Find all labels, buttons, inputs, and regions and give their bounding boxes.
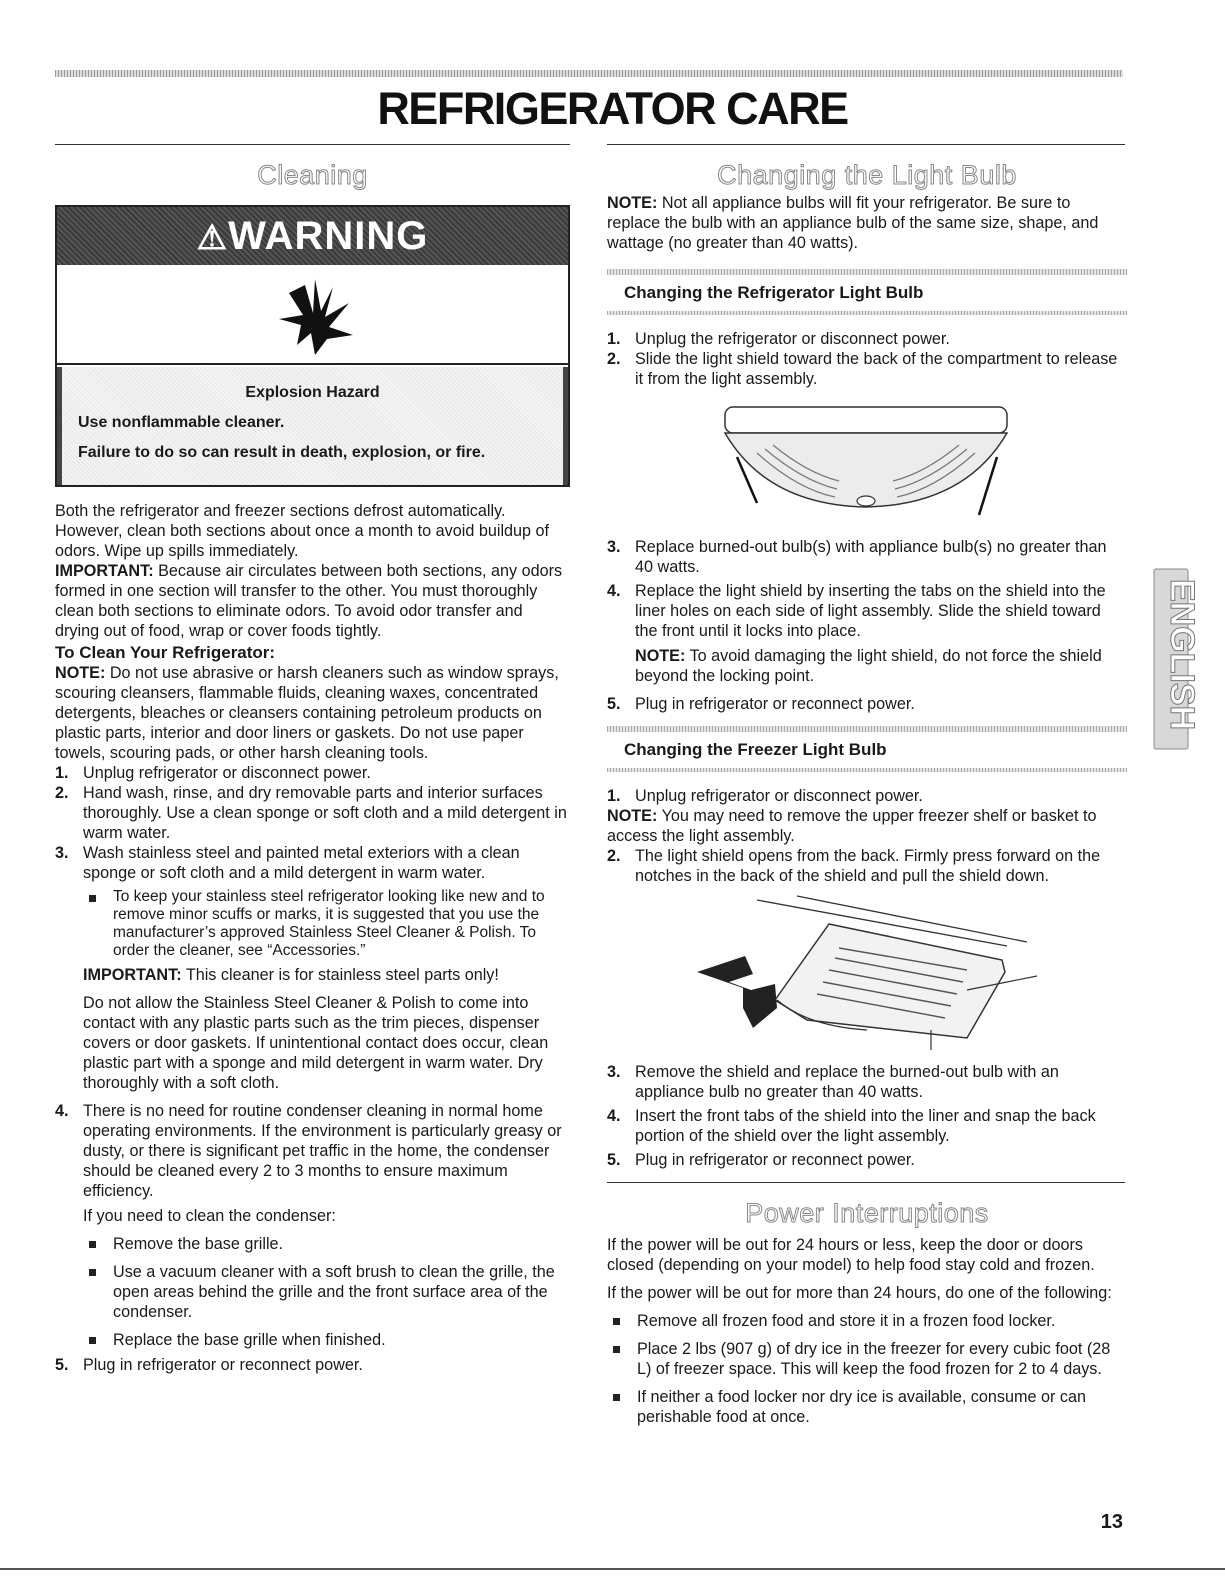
english-tab-label: ENGLISH — [1163, 579, 1201, 731]
condenser-bullets — [55, 1234, 570, 1350]
warning-icon-area — [57, 265, 568, 365]
section-rule — [55, 144, 570, 145]
stainless-warning: Do not allow the Stainless Steel Cleaner & Polish to come into contact with any plastic parts such as the trim pieces, dispenser covers or door gaskets. If unintentional contact does occur, clean plastic part with a sponge and mild detergent in warm water. Dry thoroughly with a soft cloth. — [83, 994, 549, 1092]
english-side-tab — [1150, 567, 1201, 757]
warning-triangle-icon: ⚠ — [196, 219, 229, 257]
warning-header — [57, 207, 568, 265]
subsection-bar — [607, 768, 1127, 772]
list-item: 1. Unplug refrigerator or disconnect power. — [607, 787, 923, 805]
list-item: 2. The light shield opens from the back. Firmly press forward on the notches in the back of the shield and pull the shield down. — [607, 847, 1101, 885]
list-item: Remove all frozen food and store it in a frozen food locker. — [607, 1311, 1127, 1331]
explosion-icon — [57, 265, 568, 365]
list-item: 5. Plug in refrigerator or reconnect power. — [607, 1151, 915, 1169]
list-item: 4. Replace the light shield by inserting the tabs on the shield into the liner holes on each side of light assembly. Slide the shield toward the front until it locks into place. — [607, 582, 1106, 640]
page-number: 13 — [1100, 1511, 1123, 1533]
bottom-rule — [0, 1568, 1225, 1570]
section-rule — [607, 144, 1125, 145]
list-item: 5. Plug in refrigerator or reconnect power. — [607, 695, 915, 713]
list-item: Replace the base grille when finished. — [83, 1330, 570, 1350]
list-item: Use a vacuum cleaner with a soft brush to clean the grille, the open areas behind the grille and the front surface area of the condenser. — [83, 1262, 570, 1322]
warning-box — [55, 205, 570, 487]
list-item: 4. There is no need for routine condenser cleaning in normal home operating environments. If the environment is particularly greasy or dusty, or there is significant pet traffic in the home, the condenser should be cleaned every 2 to 3 months to ensure maximum efficiency. — [55, 1102, 562, 1200]
fridge-light-shield-illustration — [607, 393, 1125, 533]
list-item: 1. Unplug refrigerator or disconnect power. — [55, 764, 371, 782]
list-item: Remove the base grille. — [83, 1234, 570, 1254]
list-item: If neither a food locker nor dry ice is available, consume or can perishable food at once. — [607, 1387, 1127, 1427]
freezer-note: NOTE: You may need to remove the upper freezer shelf or basket to access the light assembly. — [607, 807, 1097, 845]
warning-body — [57, 367, 568, 485]
subsection-bar — [607, 311, 1127, 315]
top-decorative-bar — [55, 70, 1123, 77]
list-item: To keep your stainless steel refrigerator looking like new and to remove minor scuffs or marks, it is suggested that you use the manufacturer’s approved Stainless Steel Cleaner & Polish. To order the cleaner, see “Accessories.” — [83, 888, 570, 960]
warning-hazard: Explosion Hazard — [245, 384, 380, 401]
list-item: 1. Unplug the refrigerator or disconnect power. — [607, 330, 950, 348]
power-p2: If the power will be out for more than 24 hours, do one of the following: — [607, 1284, 1112, 1302]
warning-line-2: Failure to do so can result in death, explosion, or fire. — [78, 444, 486, 461]
list-item: 3. Remove the shield and replace the burned-out bulb with an appliance bulb no greater than 40 watts. — [607, 1063, 1059, 1101]
stainless-block — [55, 888, 570, 1093]
light-bulb-column — [607, 144, 1127, 1427]
freezer-bulb-heading: Changing the Freezer Light Bulb — [624, 740, 887, 759]
warning-line-1: Use nonflammable cleaner. — [78, 414, 285, 431]
list-item: 3. Replace burned-out bulb(s) with appliance bulb(s) no greater than 40 watts. — [607, 538, 1107, 576]
cleaning-intro: Both the refrigerator and freezer sections defrost automatically. However, clean both sections about once a month to avoid buildup of odors. Wipe up spills immediately. — [55, 502, 550, 560]
list-item: 3. Wash stainless steel and painted metal exteriors with a clean sponge or soft cloth and a mild detergent in warm water. — [55, 844, 520, 882]
list-item: 2. Slide the light shield toward the back of the compartment to release it from the light assembly. — [607, 350, 1118, 388]
light-bulb-heading: Changing the Light Bulb — [717, 160, 1017, 190]
freezer-light-shield-illustration — [607, 890, 1125, 1062]
section-rule — [607, 1182, 1125, 1183]
list-item: 5. Plug in refrigerator or reconnect power. — [55, 1356, 363, 1374]
list-item: Place 2 lbs (907 g) of dry ice in the freezer for every cubic foot (28 L) of freezer space. This will keep the food frozen for 2 to 4 days. — [607, 1339, 1127, 1379]
list-item: 2. Hand wash, rinse, and dry removable parts and interior surfaces thoroughly. Use a clean sponge or soft cloth and a mild detergent in warm water. — [55, 784, 567, 842]
list-item: 4. Insert the front tabs of the shield into the liner and snap the back portion of the shield over the light assembly. — [607, 1107, 1096, 1145]
cleaning-note: NOTE: Do not use abrasive or harsh cleaners such as window sprays, scouring cleansers, flammable fluids, cleaning waxes, concentrated detergents, bleaches or cleansers containing petroleum products on plastic parts, interior and door liners or gaskets. Do not use paper towels, scouring pads, or other harsh cleaning tools. — [55, 664, 559, 762]
cleaning-column — [55, 144, 570, 1375]
power-p1: If the power will be out for 24 hours or less, keep the door or doors closed (depending on your model) to help food stay cold and frozen. — [607, 1236, 1095, 1274]
cleaning-important: IMPORTANT: Because air circulates between both sections, any odors formed in one section will transfer to the other. You must thoroughly clean both sections to eliminate odors. To avoid odor transfer and drying out of food, wrap or cover foods tightly. — [55, 562, 563, 640]
condenser-intro: If you need to clean the condenser: — [83, 1207, 336, 1225]
fridge-note: NOTE: To avoid damaging the light shield, do not force the shield beyond the locking point. — [635, 647, 1102, 685]
warning-label: ⚠WARNING — [196, 214, 429, 258]
fridge-bulb-heading: Changing the Refrigerator Light Bulb — [624, 283, 924, 302]
page-title: REFRIGERATOR CARE — [377, 83, 848, 134]
light-bulb-note: NOTE: Not all appliance bulbs will fit your refrigerator. Be sure to replace the bulb with an appliance bulb of the same size, shape, and wattage (no greater than 40 watts). — [607, 194, 1099, 252]
cleaning-subheading: To Clean Your Refrigerator: — [55, 643, 276, 662]
power-heading: Power Interruptions — [745, 1198, 989, 1228]
cleaning-heading: Cleaning — [257, 160, 368, 190]
stainless-important: IMPORTANT: This cleaner is for stainless steel parts only! — [83, 966, 499, 984]
